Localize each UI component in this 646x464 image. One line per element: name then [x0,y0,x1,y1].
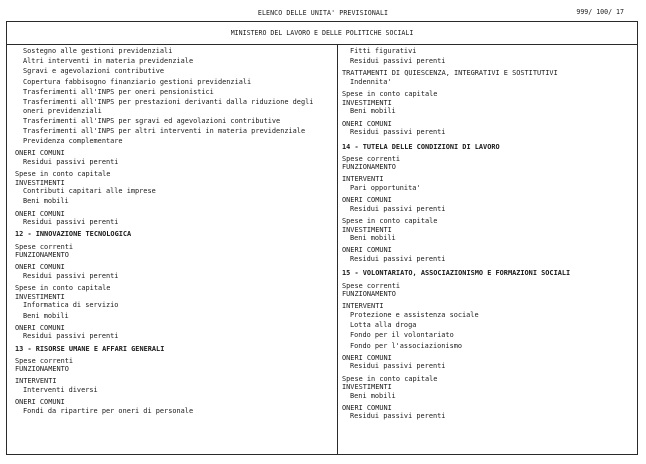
list-item: Fondo per il volontariato [350,331,454,340]
list-item: Spese in conto capitale [15,170,111,179]
list-item: Residui passivi perenti [350,204,446,213]
list-item: Spese correnti [342,281,401,290]
list-item: ONERI COMUNI [15,398,65,407]
list-item: INTERVENTI [15,377,57,386]
list-item: Residui passivi perenti [350,57,446,66]
right-column [342,47,632,421]
list-item: ONERI COMUNI [15,209,65,218]
list-item: Residui passivi perenti [350,128,446,137]
list-item: Indennita' [350,77,392,86]
list-item: Beni mobili [350,234,396,243]
list-item: Protezione e assistenza sociale [350,310,479,319]
list-item: Fondo per l'associazionismo [350,341,463,350]
list-item: Interventi diversi [23,386,98,395]
list-item: Residui passivi perenti [350,412,446,421]
list-item: Spese correnti [342,154,401,163]
page-code: 999/ 100/ 17 [576,8,624,16]
list-item: INVESTIMENTI [342,225,392,234]
section-heading: 15 - VOLONTARIATO, ASSOCIAZIONISMO E FORMAZIONI SOCIALI [342,269,571,278]
list-item: Residui passivi perenti [350,255,446,264]
list-item: INVESTIMENTI [342,98,392,107]
list-item: Fitti figurativi [350,47,417,55]
list-item: Spese correnti [15,356,74,365]
list-item: FUNZIONAMENTO [15,365,69,374]
list-item: Beni mobili [23,311,69,320]
list-item: Trasferimenti all'INPS per sgravi ed agevolazioni contributive [23,116,281,125]
list-item: Trasferimenti all'INPS per prestazioni derivanti dalla riduzione degli oneri previdenziali [23,97,314,115]
list-item: Pari opportunita' [350,184,421,193]
list-item: Beni mobili [350,391,396,400]
list-item: INTERVENTI [342,302,384,311]
list-item: Residui passivi perenti [23,218,119,227]
list-item: Previdenza complementare [23,137,123,146]
list-item: Sgravi e agevolazioni contributive [23,67,165,76]
list-item: ONERI COMUNI [342,196,392,205]
column-divider [337,44,338,454]
list-item: INVESTIMENTI [15,292,65,301]
list-item: Trasferimenti all'INPS per altri interventi in materia previdenziale [23,126,306,135]
left-column [15,47,333,415]
list-item: ONERI COMUNI [15,323,65,332]
list-item: ONERI COMUNI [15,263,65,272]
list-item: INVESTIMENTI [342,383,392,392]
list-item: Altri interventi in materia previdenziale [23,57,194,66]
list-item: Beni mobili [23,197,69,206]
list-item: Residui passivi perenti [23,157,119,166]
list-item: Copertura fabbisogno finanziario gestioni previdenziali [23,77,252,86]
list-item: Spese in conto capitale [342,217,438,226]
list-item: Contributi capitari alle imprese [23,187,156,196]
section-heading: 12 - INNOVAZIONE TECNOLOGICA [15,230,132,239]
list-item: Residui passivi perenti [350,362,446,371]
list-item: Spese correnti [15,242,74,251]
list-item: ONERI COMUNI [342,246,392,255]
list-item: Trasferimenti all'INPS per oneri pensionistici [23,87,214,96]
list-item: ONERI COMUNI [342,119,392,128]
list-item: Informatica di servizio [23,301,119,310]
list-item: Beni mobili [350,107,396,116]
list-item: ONERI COMUNI [342,353,392,362]
list-item: Residui passivi perenti [23,271,119,280]
list-item: Spese in conto capitale [15,284,111,293]
list-item: Residui passivi perenti [23,332,119,341]
document-frame [6,21,638,455]
list-item: Fondi da ripartire per oneri di personale [23,406,194,415]
list-item: Sostegno alle gestioni previdenziali [23,47,173,55]
list-item: INTERVENTI [342,175,384,184]
list-item: ONERI COMUNI [15,149,65,158]
list-item: INVESTIMENTI [15,178,65,187]
section-heading: 14 - TUTELA DELLE CONDIZIONI DI LAVORO [342,142,500,151]
list-item: Spese in conto capitale [342,90,438,99]
list-item: FUNZIONAMENTO [342,163,396,172]
list-item: FUNZIONAMENTO [342,290,396,299]
list-item: Spese in conto capitale [342,374,438,383]
list-item: FUNZIONAMENTO [15,251,69,260]
list-item: ONERI COMUNI [342,403,392,412]
list-item: TRATTAMENTI DI QUIESCENZA, INTEGRATIVI E SOSTITUTIVI [342,69,558,78]
document-title: ELENCO DELLE UNITA' PREVISIONALI [257,9,389,17]
list-item: Lotta alla droga [350,321,417,330]
ministry-header: MINISTERO DEL LAVORO E DELLE POLITICHE SOCIALI [7,22,637,45]
section-heading: 13 - RISORSE UMANE E AFFARI GENERALI [15,344,165,353]
